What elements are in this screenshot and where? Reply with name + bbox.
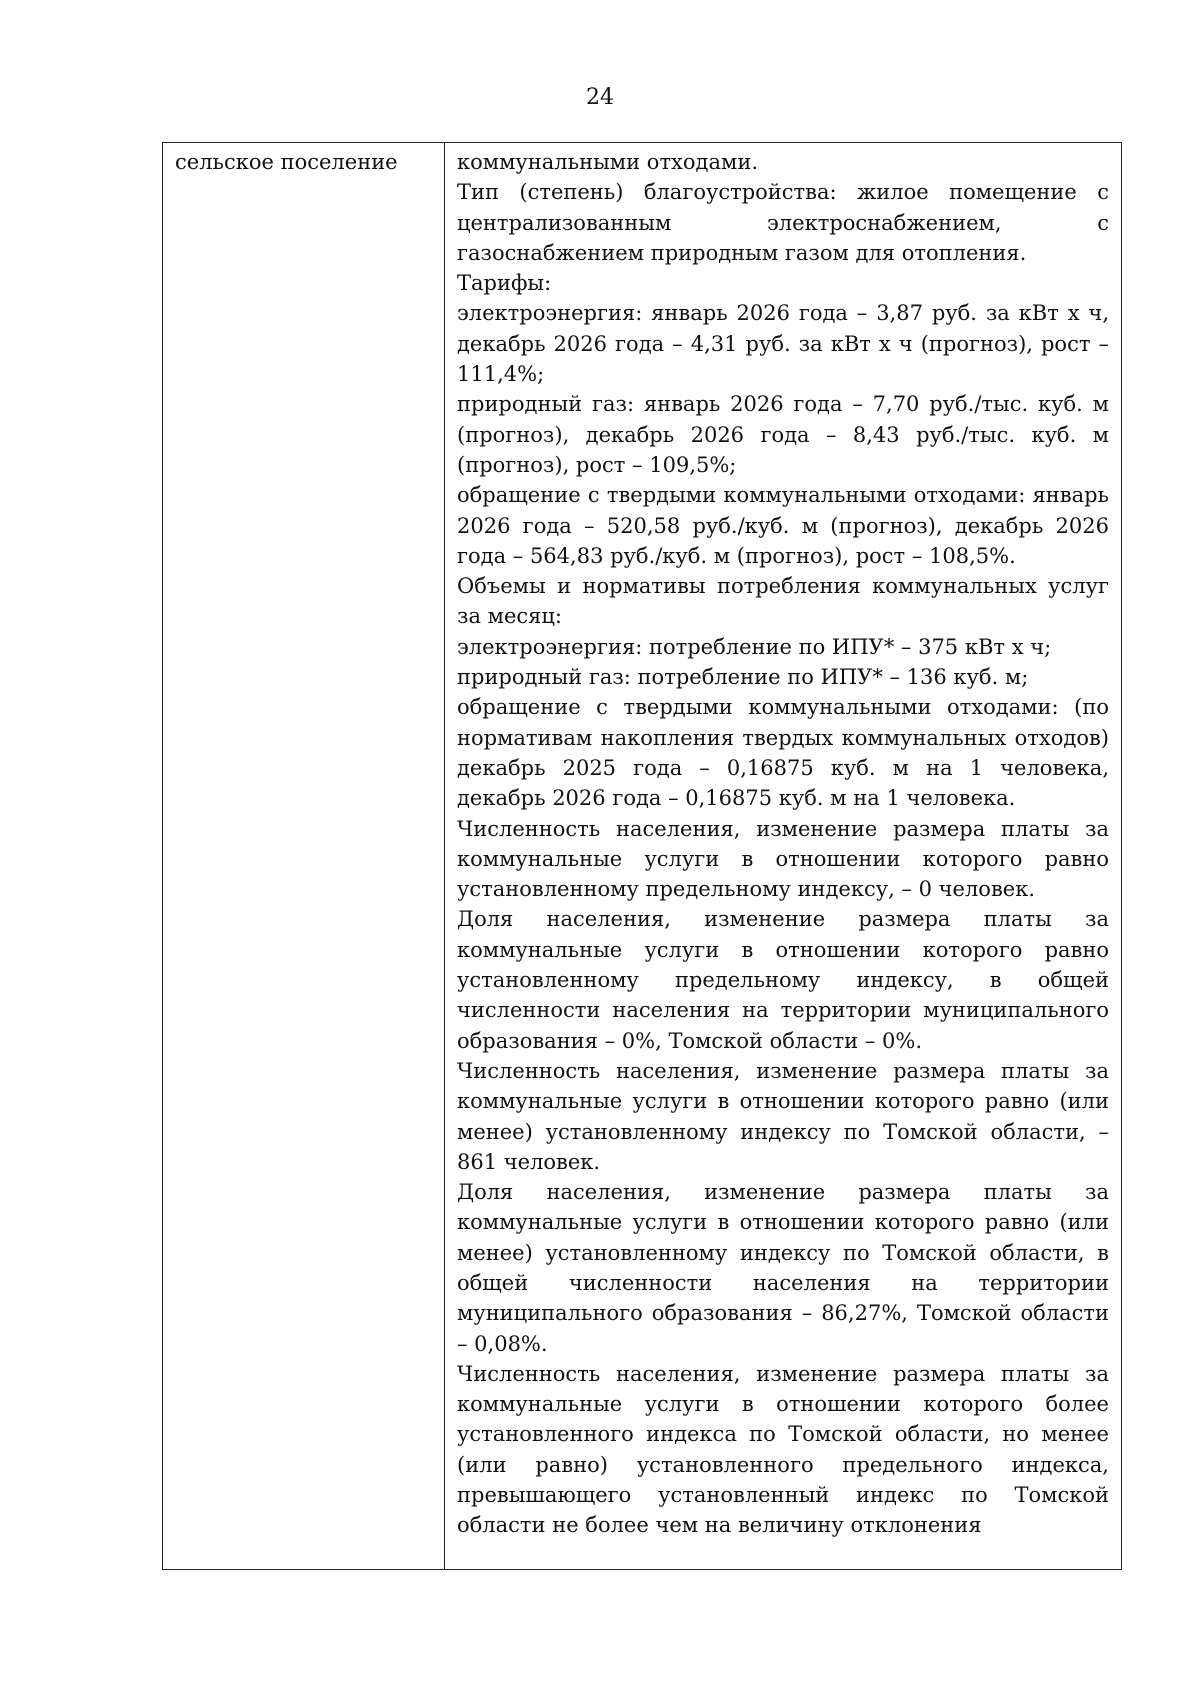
paragraph-population-at-limit: Численность населения, изменение размера платы за коммунальные услуги в отношении которого равно установленному предельному индексу, – 0 человек. (457, 816, 1109, 902)
paragraph-volume-waste: обращение с твердыми коммунальными отходами: (по нормативам накопления твердых коммунальных отходов) декабрь 2025 года – 0,16875 куб. м на 1 человека, декабрь 2026 года – 0,16875 куб. м на 1 человека. (457, 695, 1109, 811)
paragraph-population-below-index: Численность населения, изменение размера платы за коммунальные услуги в отношении которого равно (или менее) установленному индексу по Томской области, – 861 человек. (457, 1058, 1109, 1174)
paragraph-share-at-limit: Доля населения, изменение размера платы за коммунальные услуги в отношении которого равно установленному предельному индексу, в общей численности населения на территории муниципального образования – 0%, Томской области – 0%. (457, 907, 1109, 1053)
paragraph-tariff-waste: обращение с твердыми коммунальными отходами: январь 2026 года – 520,58 руб./куб. м (прогноз), декабрь 2026 года – 564,83 руб./куб. м (прогноз), рост – 108,5%. (457, 483, 1109, 568)
paragraph-volume-electricity: электроэнергия: потребление по ИПУ* – 375 кВт х ч; (457, 634, 1052, 659)
table-cell-details (445, 143, 1121, 1569)
paragraph-improvement-type: Тип (степень) благоустройства: жилое помещение с централизованным электроснабжением, с газоснабжением природным газом для отопления. (457, 180, 1109, 265)
paragraph-tariffs-heading: Тарифы: (457, 271, 552, 296)
page-number: 24 (586, 85, 614, 110)
paragraph-population-above-index: Численность населения, изменение размера платы за коммунальные услуги в отношении которого более установленного индекса по Томской области, но менее (или равно) установленного предельного индекса, превышающего установленный индекс по Томской области не более чем на величину отклонения (457, 1361, 1109, 1538)
paragraph-volumes-heading: Объемы и нормативы потребления коммунальных услуг за месяц: (457, 574, 1109, 629)
paragraph-tariff-electricity: электроэнергия: январь 2026 года – 3,87 руб. за кВт х ч, декабрь 2026 года – 4,31 руб. за кВт х ч (прогноз), рост – 111,4%; (457, 301, 1109, 387)
document-table (162, 142, 1122, 1570)
paragraph-share-below-index: Доля населения, изменение размера платы за коммунальные услуги в отношении которого равно (или менее) установленному индексу по Томской области, в общей численности населения на территории муниципального образования – 86,27%, Томской области – 0,08%. (457, 1180, 1109, 1356)
settlement-type-label: сельское поселение (175, 150, 398, 174)
table-cell-settlement-type (163, 143, 445, 1569)
paragraph-continuation: коммунальными отходами. (457, 150, 759, 174)
paragraph-volume-gas: природный газ: потребление по ИПУ* – 136 куб. м; (457, 665, 1029, 690)
paragraph-tariff-gas: природный газ: январь 2026 года – 7,70 руб./тыс. куб. м (прогноз), декабрь 2026 года – 8,43 руб./тыс. куб. м (прогноз), рост – 109,5%; (457, 392, 1109, 477)
